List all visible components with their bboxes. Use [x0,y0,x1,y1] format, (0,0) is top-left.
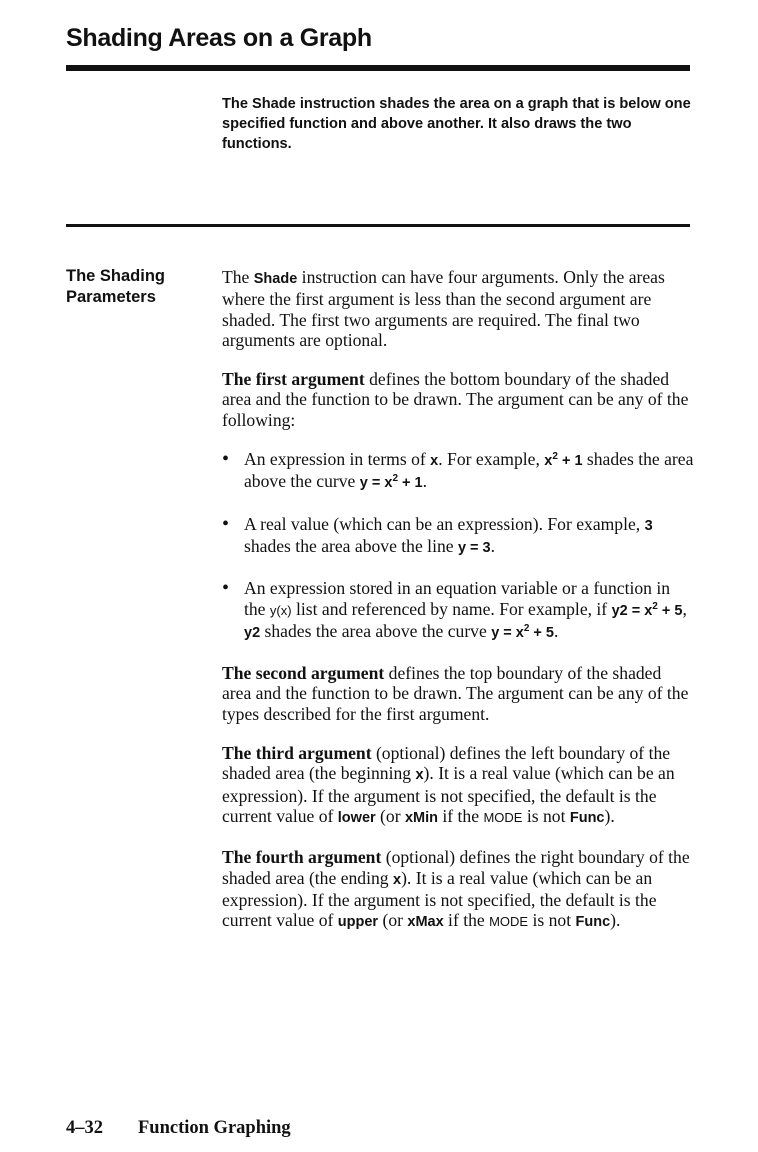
keyword-shade: Shade [253,271,298,287]
list-item: • An expression stored in an equation variable or a function in the y(x) list and referenced by name. For example, if $y2 = x^2 + 5$, y2 shades the area above the curve $y = x^2 + 5$. [222,578,694,643]
intro-text: The Shade instruction shades the area on a graph that is below one specified function and above another. It also draws the two functions. [222,96,691,152]
chapter-title: Function Graphing [138,1118,291,1138]
section-heading [66,266,165,308]
list-item: • An expression in terms of x. For example, $x^2 + 1$ shades the area above the curve $y = x^2 + 1$. [222,449,694,494]
page-number: 4–32 [66,1118,103,1138]
section-body [222,267,694,951]
paragraph-second-argument: The second argument defines the top boundary of the shaded area and the function to be drawn. The argument can be any of the types described for the first argument. [222,663,689,724]
paragraph-shade-arguments: The Shade instruction can have four arguments. Only the areas where the first argument is less than the second argument are shaded. The first two arguments are required. The final two arguments are optional. [222,267,665,350]
argument-types-list [222,449,694,643]
third-argument-lead: The third argument [222,743,372,764]
second-argument-lead: The second argument [222,663,385,684]
first-argument-lead: The first argument [222,369,365,390]
section-heading-line1: The Shading [66,267,165,285]
section-heading-line2: Parameters [66,288,156,306]
top-rule [66,65,690,71]
page-footer [66,1118,291,1139]
paragraph-fourth-argument: The fourth argument (optional) defines the right boundary of the shaded area (the ending x). It is a real value (which can be an expression). If the argument is not specified, the default is the current value of upper (or xMax if the MODE is not Func). [222,847,690,931]
page-title: Shading Areas on a Graph [66,24,372,52]
paragraph-first-argument: The first argument defines the bottom boundary of the shaded area and the function to be drawn. The argument can be any of the following: [222,369,689,430]
fourth-argument-lead: The fourth argument [222,847,382,868]
paragraph-third-argument: The third argument (optional) defines the left boundary of the shaded area (the beginning x). It is a real value (which can be an expression). If the argument is not specified, the default is the current value of lower (or xMin if the MODE is not Func). [222,743,675,826]
section-rule [66,224,690,227]
list-item: • A real value (which can be an expression). For example, 3 shades the area above the line y = 3. [222,514,694,559]
